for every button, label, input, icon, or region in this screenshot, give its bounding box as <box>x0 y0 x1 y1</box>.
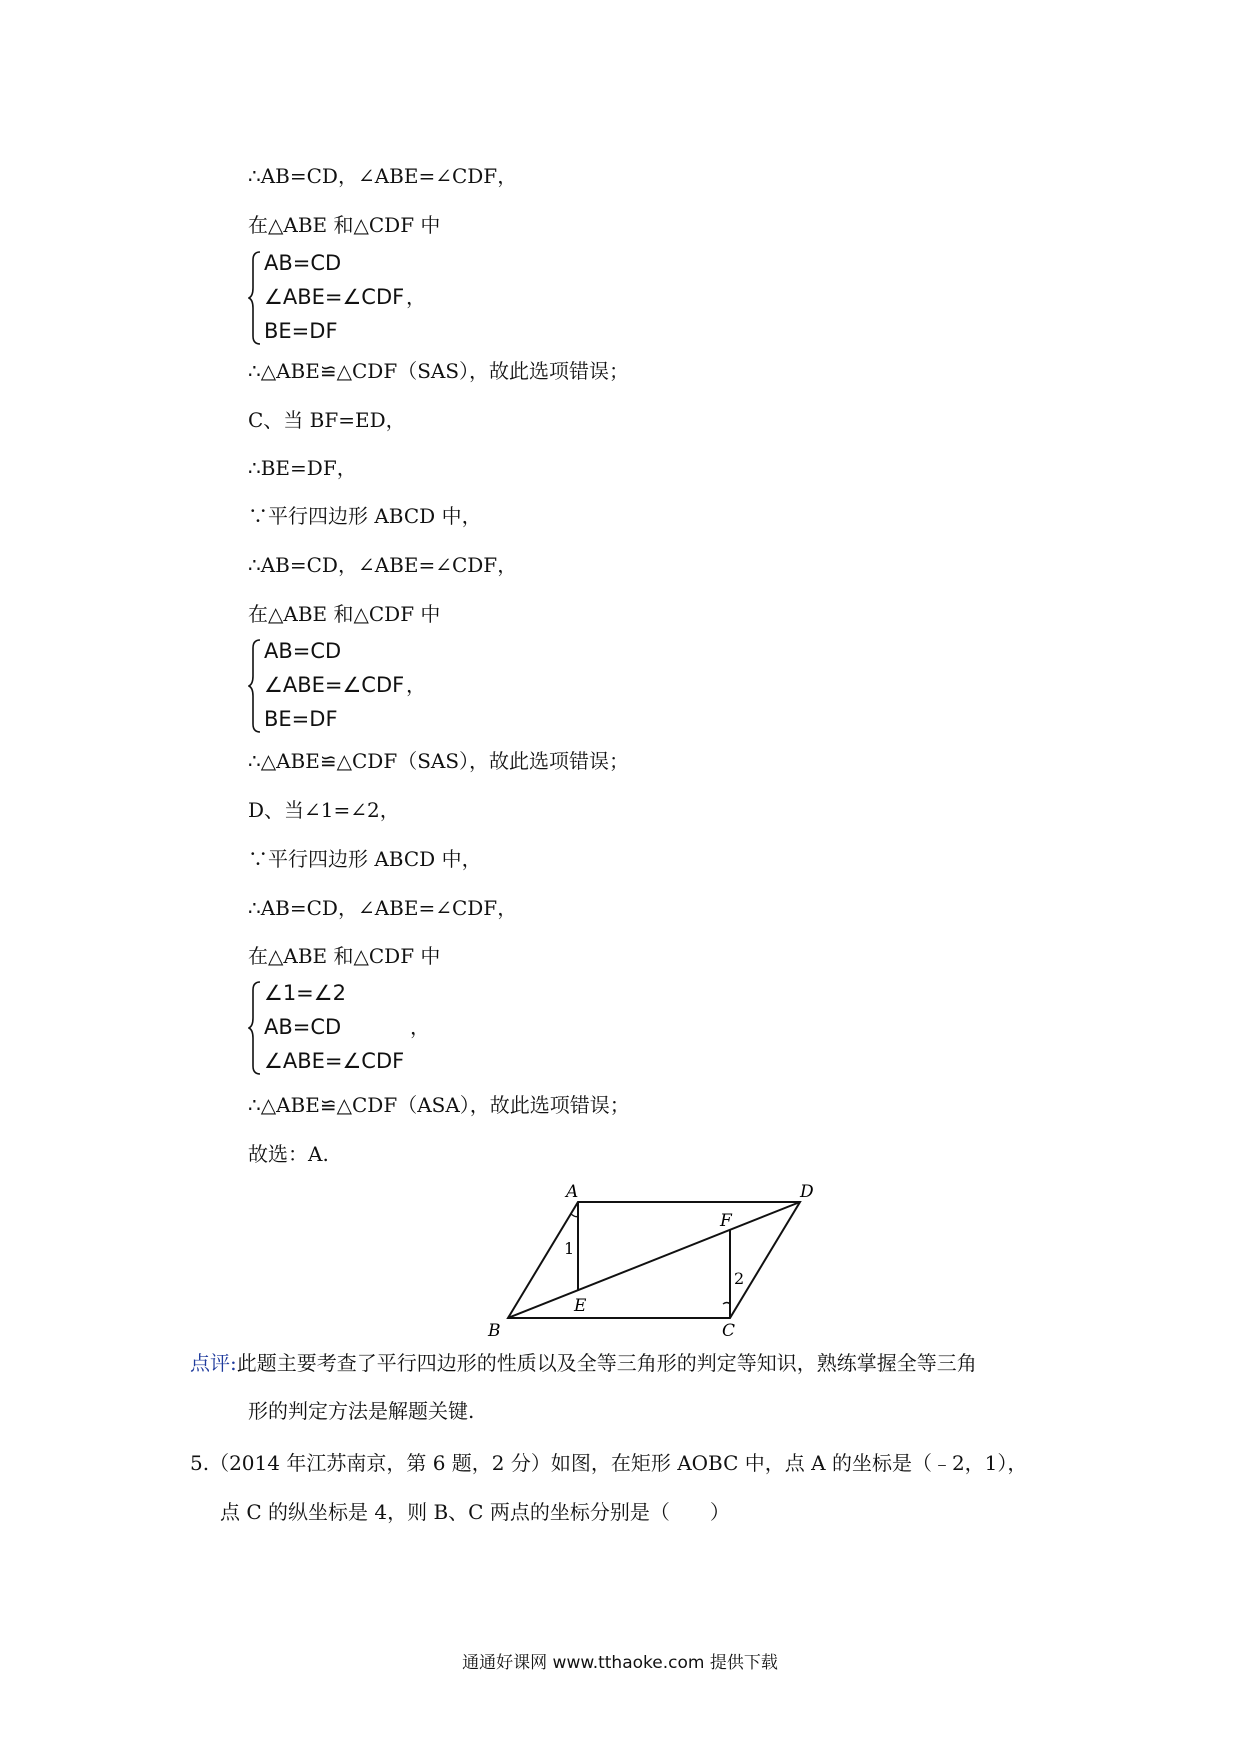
system-row: AB=CD <box>264 251 342 275</box>
solution-line: ∴AB=CD，∠ABE=∠CDF， <box>248 553 518 577</box>
system-row: AB=CD <box>264 1015 342 1039</box>
system-tail: ， <box>410 1015 430 1039</box>
solution-line: 在△ABE 和△CDF 中 <box>248 602 441 626</box>
solution-line: ∴△ABE≌△CDF（SAS），故此选项错误； <box>248 749 630 773</box>
label-c: C <box>722 1321 736 1340</box>
equation-system-1 <box>248 248 488 348</box>
solution-line: ∴BE=DF， <box>248 456 357 480</box>
comment-line-2: 形的判定方法是解题关键. <box>248 1399 475 1423</box>
system-tail: ， <box>406 673 426 697</box>
solution-line: D、当∠1=∠2， <box>248 798 400 822</box>
comment-text: 此题主要考查了平行四边形的性质以及全等三角形的判定等知识，熟练掌握全等三角 <box>236 1351 977 1375</box>
solution-line: ∵平行四边形 ABCD 中， <box>248 504 482 528</box>
label-e: E <box>574 1296 587 1316</box>
brace-icon <box>248 248 262 348</box>
angle-1-arc <box>571 1214 578 1217</box>
system-row: BE=DF <box>264 319 338 343</box>
solution-line: ∴AB=CD，∠ABE=∠CDF， <box>248 164 518 188</box>
answer-line: 故选：A. <box>248 1142 329 1166</box>
system-row: AB=CD <box>264 639 342 663</box>
brace-icon <box>248 636 262 736</box>
solution-line: 在△ABE 和△CDF 中 <box>248 944 441 968</box>
solution-line: ∴AB=CD，∠ABE=∠CDF， <box>248 896 518 920</box>
brace-icon <box>248 978 262 1078</box>
question-5-line-2: 点 C 的纵坐标是 4，则 B、C 两点的坐标分别是（ ） <box>220 1500 730 1524</box>
comment-line-1 <box>190 1350 977 1376</box>
system-row: ∠ABE=∠CDF <box>264 673 405 697</box>
equation-system-3 <box>248 978 488 1078</box>
system-row: ∠ABE=∠CDF <box>264 285 405 309</box>
angle-2-arc <box>723 1303 730 1305</box>
solution-line: ∴△ABE≌△CDF（ASA），故此选项错误； <box>248 1093 630 1117</box>
solution-line: C、当 BF=ED， <box>248 408 406 432</box>
label-d: D <box>800 1182 814 1202</box>
label-f: F <box>720 1211 732 1231</box>
label-angle-1: 1 <box>564 1239 575 1258</box>
system-row: ∠1=∠2 <box>264 981 346 1005</box>
solution-line: 在△ABE 和△CDF 中 <box>248 213 441 237</box>
label-angle-2: 2 <box>734 1269 745 1288</box>
system-tail: ， <box>406 285 426 309</box>
parallelogram-figure <box>480 1180 830 1340</box>
question-5-line-1: 5.（2014 年江苏南京，第 6 题，2 分）如图，在矩形 AOBC 中，点 A 的坐标是（﹣2，1）， <box>190 1451 1028 1475</box>
system-row: BE=DF <box>264 707 338 731</box>
comment-label: 点评: <box>190 1351 237 1375</box>
footer: 通通好课网 www.tthaoke.com 提供下载 <box>462 1653 778 1673</box>
diagonal-bd <box>508 1202 800 1318</box>
solution-line: ∴△ABE≌△CDF（SAS），故此选项错误； <box>248 359 630 383</box>
system-row: ∠ABE=∠CDF <box>264 1049 405 1073</box>
solution-line: ∵平行四边形 ABCD 中， <box>248 847 482 871</box>
label-a: A <box>566 1182 579 1202</box>
label-b: B <box>488 1321 501 1340</box>
equation-system-2 <box>248 636 488 736</box>
